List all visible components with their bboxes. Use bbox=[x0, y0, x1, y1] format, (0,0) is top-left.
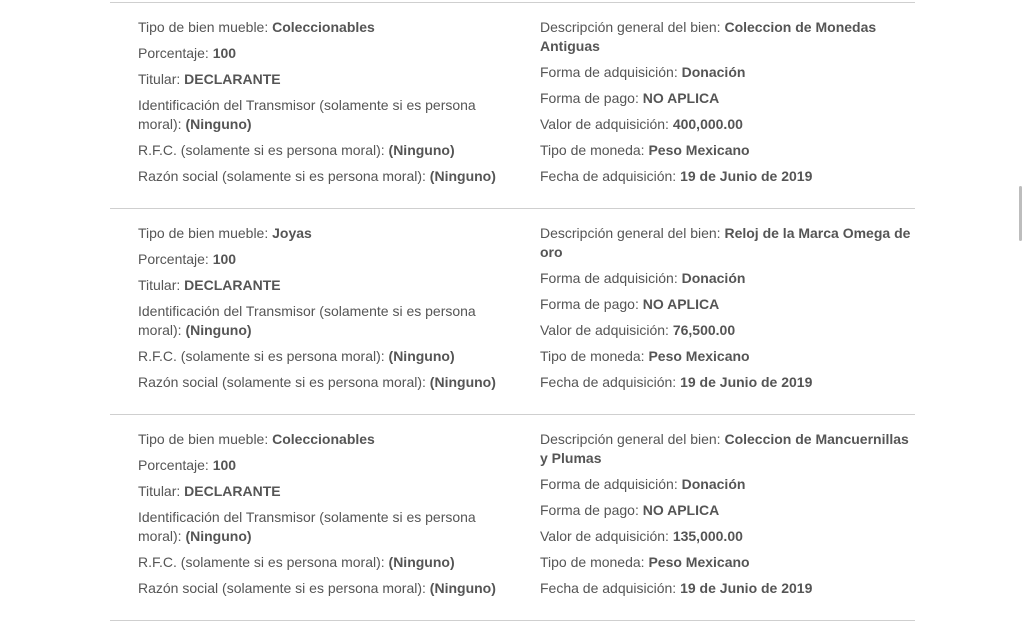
field-value: Joyas bbox=[272, 225, 312, 241]
field-label: Fecha de adquisición: bbox=[540, 580, 677, 596]
field-label: Identificación del Transmisor (solamente si es persona moral): bbox=[138, 97, 476, 132]
record-right-column bbox=[540, 430, 915, 605]
field-row bbox=[138, 430, 498, 449]
field-row bbox=[540, 430, 915, 468]
field-row bbox=[138, 579, 498, 598]
field-label: Forma de adquisición: bbox=[540, 270, 678, 286]
field-label: Titular: bbox=[138, 277, 181, 293]
field-row bbox=[540, 269, 915, 288]
field-value: 400,000.00 bbox=[672, 116, 743, 132]
field-value: DECLARANTE bbox=[184, 277, 281, 293]
field-label: Forma de pago: bbox=[540, 90, 639, 106]
field-value: Coleccion de Monedas Antiguas bbox=[540, 19, 877, 54]
field-value: Peso Mexicano bbox=[648, 348, 750, 364]
field-value: DECLARANTE bbox=[184, 71, 281, 87]
field-row bbox=[138, 96, 498, 134]
field-row bbox=[540, 18, 915, 56]
field-value: Peso Mexicano bbox=[648, 142, 750, 158]
field-label: Tipo de moneda: bbox=[540, 142, 645, 158]
field-label: Fecha de adquisición: bbox=[540, 374, 677, 390]
field-label: R.F.C. (solamente si es persona moral): bbox=[138, 348, 385, 364]
field-label: Porcentaje: bbox=[138, 251, 209, 267]
field-value: Donación bbox=[681, 270, 746, 286]
field-label: Valor de adquisición: bbox=[540, 116, 669, 132]
asset-record bbox=[110, 2, 915, 208]
field-row bbox=[540, 295, 915, 314]
field-label: Titular: bbox=[138, 71, 181, 87]
record-left-column bbox=[138, 224, 498, 399]
field-row bbox=[540, 553, 915, 572]
field-value: (Ninguno) bbox=[429, 168, 496, 184]
record-left-column bbox=[138, 18, 498, 193]
field-value: 100 bbox=[212, 251, 237, 267]
field-row bbox=[540, 475, 915, 494]
asset-record bbox=[110, 208, 915, 414]
field-label: Descripción general del bien: bbox=[540, 225, 721, 241]
field-value: 100 bbox=[212, 45, 237, 61]
field-label: Tipo de bien mueble: bbox=[138, 431, 269, 447]
field-label: Porcentaje: bbox=[138, 457, 209, 473]
field-row bbox=[540, 115, 915, 134]
field-label: Razón social (solamente si es persona moral): bbox=[138, 374, 426, 390]
field-row bbox=[138, 302, 498, 340]
field-row bbox=[540, 224, 915, 262]
field-label: Titular: bbox=[138, 483, 181, 499]
field-label: R.F.C. (solamente si es persona moral): bbox=[138, 142, 385, 158]
field-value: (Ninguno) bbox=[388, 142, 455, 158]
field-value: 135,000.00 bbox=[672, 528, 743, 544]
field-value: (Ninguno) bbox=[185, 528, 252, 544]
field-row bbox=[138, 456, 498, 475]
record-right-column bbox=[540, 18, 915, 193]
field-label: Forma de pago: bbox=[540, 502, 639, 518]
field-label: Forma de adquisición: bbox=[540, 64, 678, 80]
field-label: Valor de adquisición: bbox=[540, 528, 669, 544]
field-label: Porcentaje: bbox=[138, 45, 209, 61]
field-row bbox=[138, 18, 498, 37]
field-value: DECLARANTE bbox=[184, 483, 281, 499]
field-row bbox=[540, 321, 915, 340]
field-value: (Ninguno) bbox=[185, 322, 252, 338]
field-value: 100 bbox=[212, 457, 237, 473]
field-value: Coleccion de Mancuernillas y Plumas bbox=[540, 431, 909, 466]
field-row bbox=[138, 224, 498, 243]
field-row bbox=[540, 501, 915, 520]
field-value: (Ninguno) bbox=[429, 374, 496, 390]
field-label: Tipo de moneda: bbox=[540, 348, 645, 364]
field-row bbox=[138, 70, 498, 89]
field-row bbox=[138, 44, 498, 63]
field-row bbox=[138, 347, 498, 366]
field-value: NO APLICA bbox=[642, 502, 720, 518]
field-value: Reloj de la Marca Omega de oro bbox=[540, 225, 911, 260]
field-row bbox=[138, 276, 498, 295]
field-row bbox=[138, 373, 498, 392]
field-row bbox=[540, 527, 915, 546]
field-value: Donación bbox=[681, 476, 746, 492]
field-value: 19 de Junio de 2019 bbox=[680, 580, 813, 596]
field-label: Forma de pago: bbox=[540, 296, 639, 312]
field-row bbox=[540, 63, 915, 82]
field-row bbox=[540, 373, 915, 392]
field-row bbox=[138, 553, 498, 572]
field-label: R.F.C. (solamente si es persona moral): bbox=[138, 554, 385, 570]
field-value: 19 de Junio de 2019 bbox=[680, 374, 813, 390]
field-value: (Ninguno) bbox=[429, 580, 496, 596]
asset-record bbox=[110, 414, 915, 621]
field-row bbox=[540, 347, 915, 366]
field-value: (Ninguno) bbox=[185, 116, 252, 132]
field-row bbox=[138, 141, 498, 160]
field-row bbox=[138, 482, 498, 501]
scrollbar-thumb[interactable] bbox=[1019, 186, 1022, 241]
field-value: (Ninguno) bbox=[388, 348, 455, 364]
field-value: NO APLICA bbox=[642, 90, 720, 106]
field-label: Fecha de adquisición: bbox=[540, 168, 677, 184]
field-value: NO APLICA bbox=[642, 296, 720, 312]
field-label: Valor de adquisición: bbox=[540, 322, 669, 338]
field-label: Identificación del Transmisor (solamente si es persona moral): bbox=[138, 509, 476, 544]
field-value: Coleccionables bbox=[272, 19, 375, 35]
asset-list bbox=[110, 2, 915, 621]
field-label: Forma de adquisición: bbox=[540, 476, 678, 492]
field-value: Coleccionables bbox=[272, 431, 375, 447]
field-label: Tipo de bien mueble: bbox=[138, 225, 269, 241]
field-label: Razón social (solamente si es persona moral): bbox=[138, 580, 426, 596]
field-label: Identificación del Transmisor (solamente si es persona moral): bbox=[138, 303, 476, 338]
field-value: 76,500.00 bbox=[672, 322, 736, 338]
field-row bbox=[540, 89, 915, 108]
field-label: Descripción general del bien: bbox=[540, 19, 721, 35]
field-value: Donación bbox=[681, 64, 746, 80]
field-value: 19 de Junio de 2019 bbox=[680, 168, 813, 184]
record-left-column bbox=[138, 430, 498, 605]
record-right-column bbox=[540, 224, 915, 399]
field-value: Peso Mexicano bbox=[648, 554, 750, 570]
field-row bbox=[540, 141, 915, 160]
field-row bbox=[540, 167, 915, 186]
field-label: Descripción general del bien: bbox=[540, 431, 721, 447]
field-row bbox=[138, 167, 498, 186]
field-row bbox=[540, 579, 915, 598]
field-label: Tipo de bien mueble: bbox=[138, 19, 269, 35]
field-value: (Ninguno) bbox=[388, 554, 455, 570]
field-label: Razón social (solamente si es persona moral): bbox=[138, 168, 426, 184]
field-row bbox=[138, 250, 498, 269]
field-row bbox=[138, 508, 498, 546]
field-label: Tipo de moneda: bbox=[540, 554, 645, 570]
